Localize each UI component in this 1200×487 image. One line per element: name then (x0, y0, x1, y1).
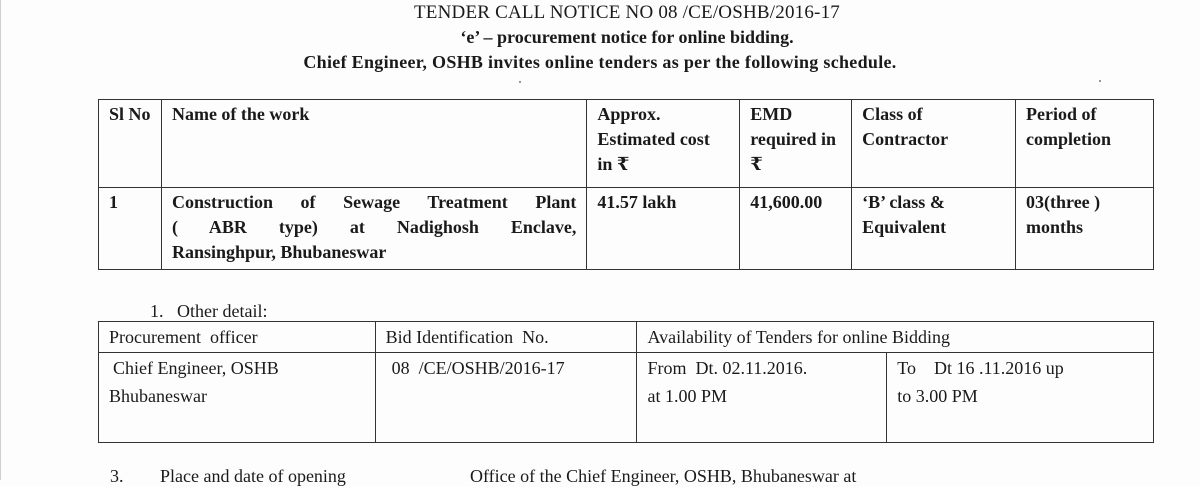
schedule-table (98, 99, 1154, 270)
other-detail-label: 1. Other detail: (150, 301, 268, 321)
notice-title: TENDER CALL NOTICE NO 08 /CE/OSHB/2016-17 (413, 2, 840, 23)
period-line-2: months (1026, 217, 1084, 237)
cell-sl-no: 1 (99, 188, 162, 270)
cell-period (1016, 188, 1154, 270)
header-name-of-work: Name of the work (161, 100, 586, 188)
opening-label: Place and date of opening (160, 466, 346, 486)
name-line-3: Ransinghpur, Bhubaneswar (171, 242, 387, 262)
other-detail-table (98, 321, 1154, 443)
table-row (99, 353, 1154, 443)
to-line-1: To Dt 16 .11.2016 up (897, 358, 1064, 378)
notice-subtitle: ‘e’ – procurement notice for online bidding. (460, 27, 794, 47)
header-emd: EMD required in ₹ (740, 100, 852, 188)
cell-from-date (637, 353, 887, 443)
header-sl-no: Sl No (99, 100, 162, 188)
cell-bid-id: 08 /CE/OSHB/2016-17 (375, 353, 637, 443)
scan-speck (519, 81, 521, 83)
header-class-of-contractor: Class of Contractor (852, 100, 1016, 188)
period-line-1: 03(three ) (1026, 192, 1101, 212)
cell-name-of-work (161, 188, 586, 270)
item-number: 3. (110, 466, 124, 486)
cell-emd: 41,600.00 (740, 188, 852, 270)
scan-speck (1099, 80, 1101, 82)
name-line-1: Construction of Sewage Treatment Plant (171, 192, 577, 212)
table-header-row (99, 100, 1154, 188)
to-line-2: to 3.00 PM (897, 386, 978, 406)
header-bid-id: Bid Identification No. (375, 322, 637, 353)
cell-estimated-cost: 41.57 lakh (587, 188, 740, 270)
notice-intro: Chief Engineer, OSHB invites online tenders as per the following schedule. (303, 52, 897, 72)
table-row (99, 188, 1154, 270)
header-procurement-officer: Procurement officer (99, 322, 376, 353)
name-line-2: ( ABR type) at Nadighosh Enclave, (171, 217, 577, 237)
from-line-1: From Dt. 02.11.2016. (647, 358, 808, 378)
cell-procurement-officer (99, 353, 376, 443)
from-line-2: at 1.00 PM (647, 386, 727, 406)
header-estimated-cost: Approx. Estimated cost in ₹ (587, 100, 740, 188)
header-period: Period of completion (1016, 100, 1154, 188)
officer-line-2: Bhubaneswar (109, 386, 207, 406)
other-detail-header-row (99, 322, 1154, 353)
header-availability: Availability of Tenders for online Bidding (637, 322, 1154, 353)
officer-line-1: Chief Engineer, OSHB (113, 358, 279, 378)
class-line-1: ‘B’ class & (862, 192, 945, 212)
cell-to-date (887, 353, 1154, 443)
cell-class-of-contractor (852, 188, 1016, 270)
opening-value: Office of the Chief Engineer, OSHB, Bhubaneswar at (470, 466, 857, 486)
class-line-2: Equivalent (862, 217, 947, 237)
